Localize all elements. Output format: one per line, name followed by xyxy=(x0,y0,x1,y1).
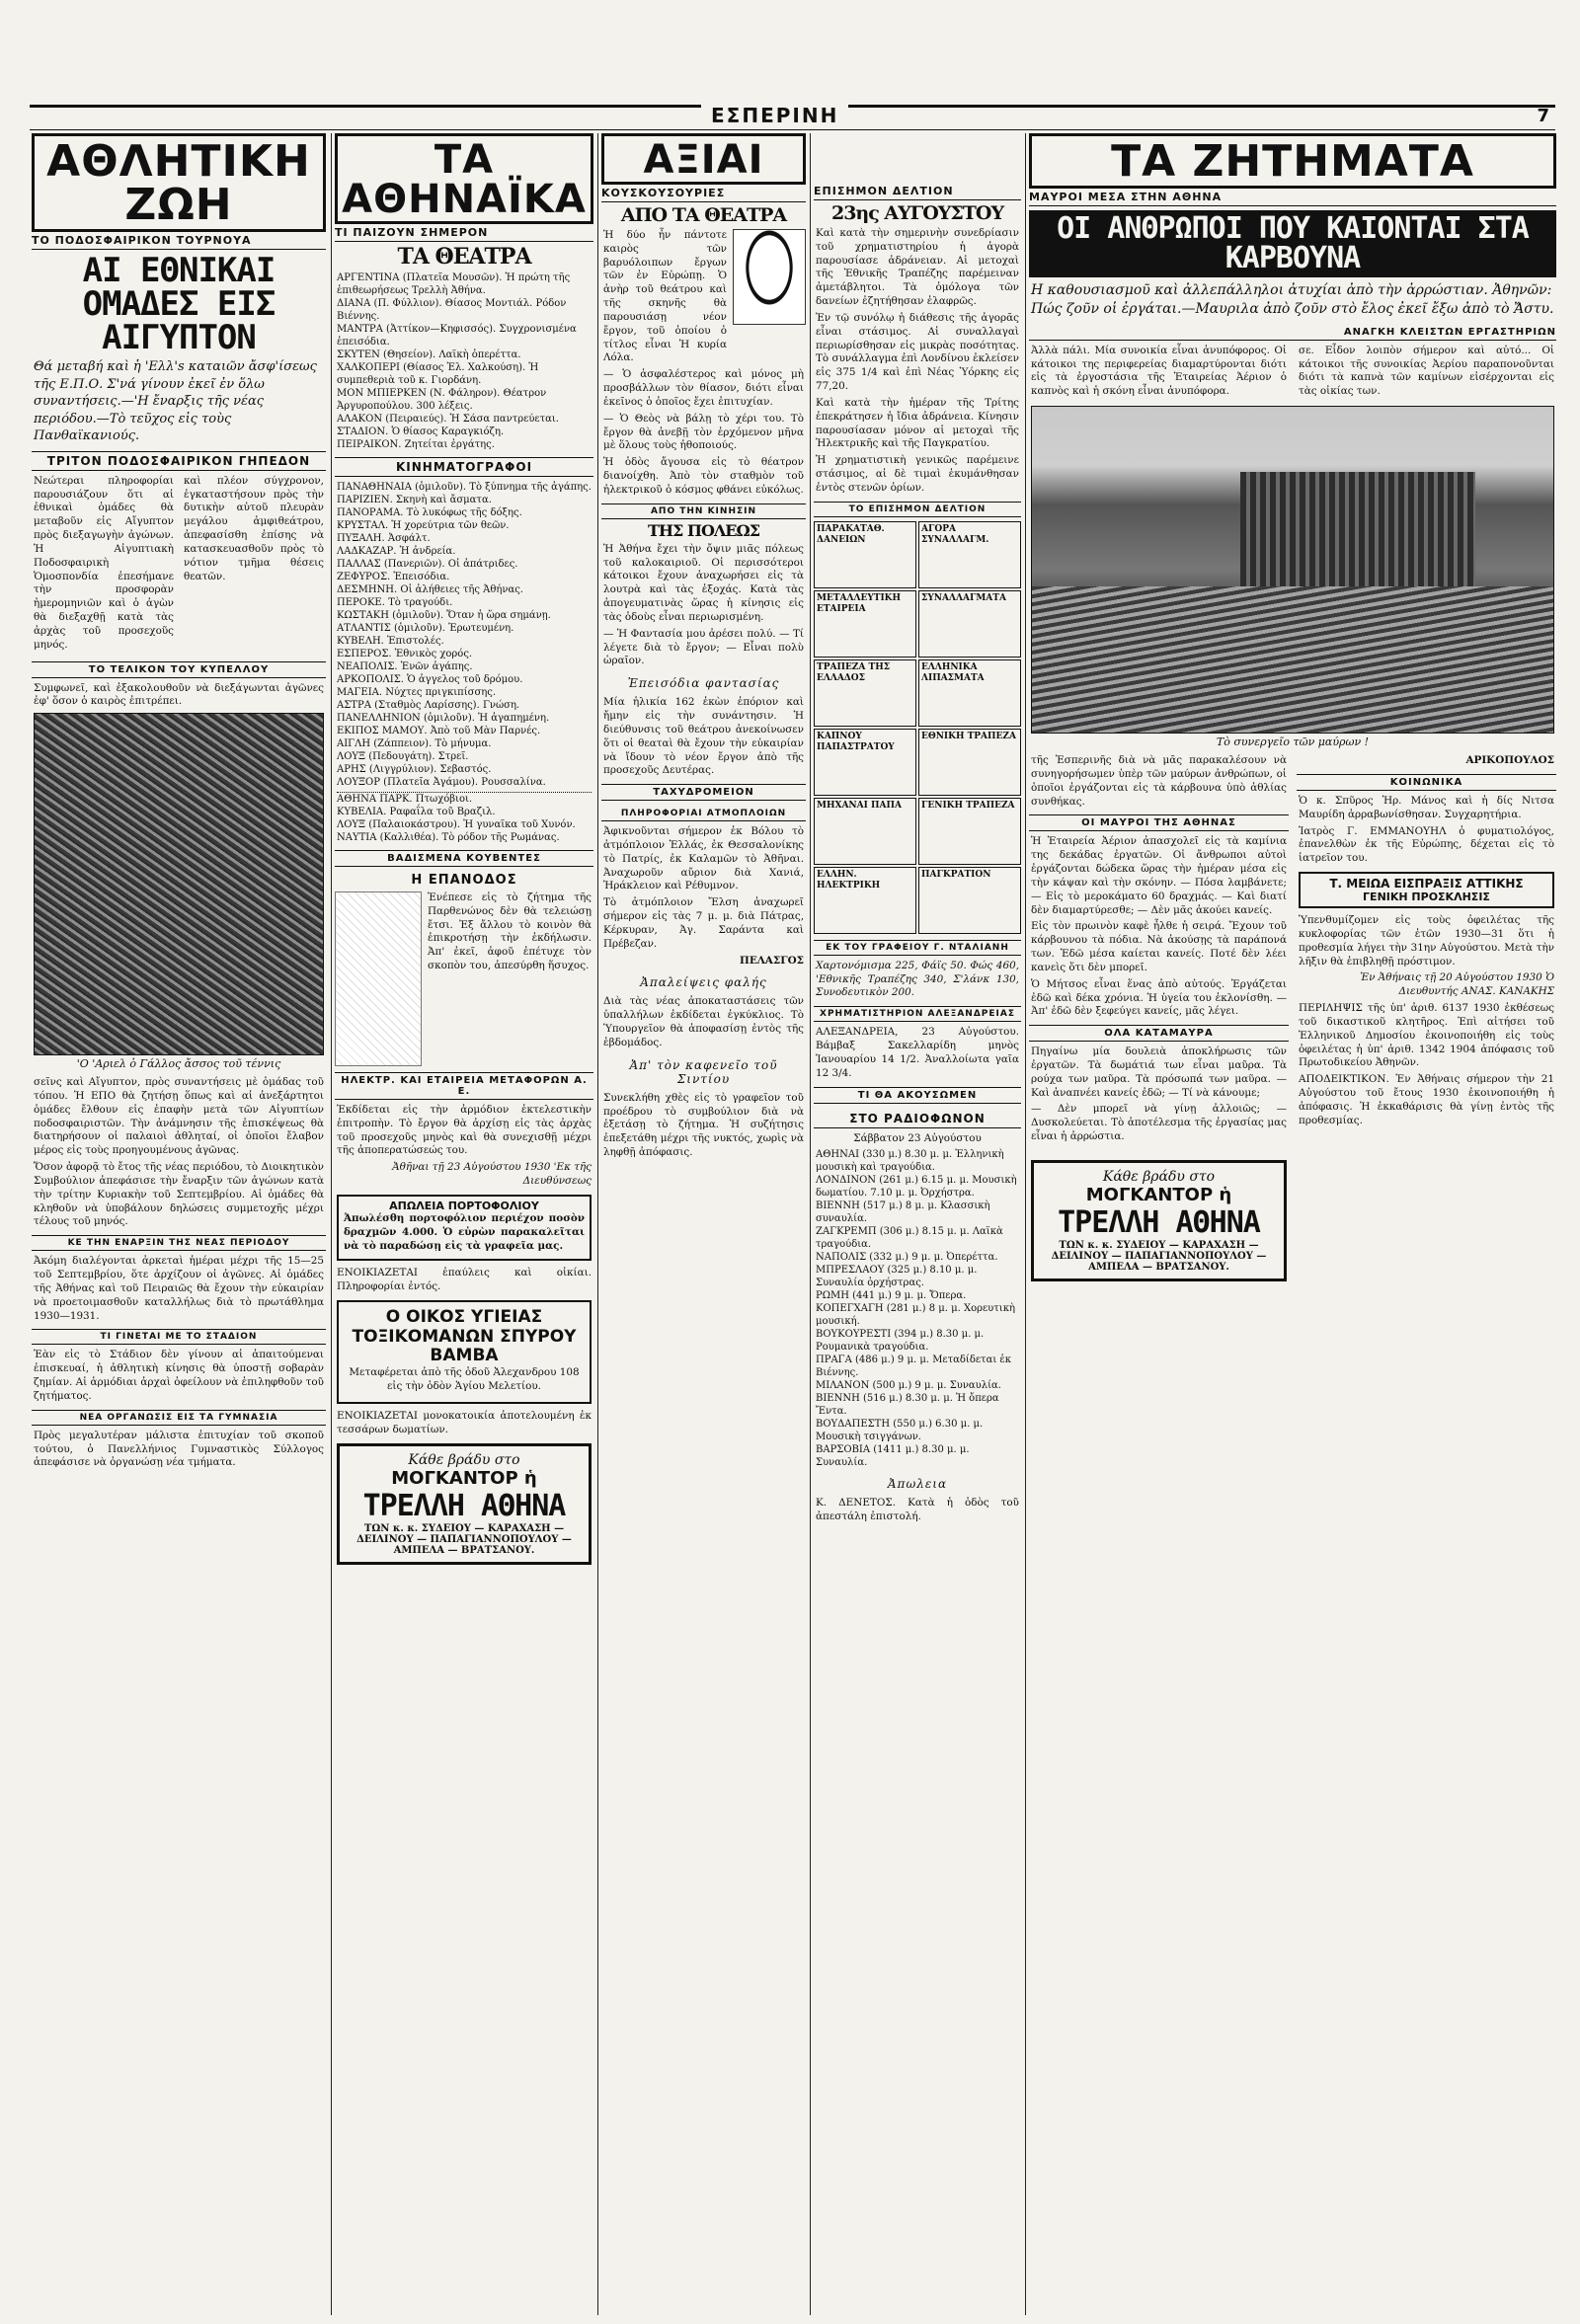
article-text: — Ἡ Φαντασία μου ἀρέσει πολύ. — Τί λέγετε διὰ τὸ ἔργον; — Εἶναι πολὺ ὡραῖον. xyxy=(603,627,804,667)
listing-item: ΑΙΓΛΗ (Ζάππειον). Τὸ μήνυμα. xyxy=(337,738,492,749)
section-title: ΕΚ ΤΟΥ ΓΡΑΦΕΙΟΥ Γ. ΝΤΑΛΙΑΝΗ xyxy=(814,940,1021,956)
listing-item: ΒΟΥΚΟΥΡΕΣΤΙ (394 μ.) 8.30 μ. μ. Ρουμανικὰ τραγούδια. xyxy=(816,1329,985,1354)
market-table xyxy=(814,867,916,934)
article-text: Ἐν τῷ συνόλῳ ἡ διάθεσις τῆς ἀγορᾶς εἶναι στάσιμος. Αἱ συναλλαγαὶ περιωρίσθησαν εἰς μικρὰς ποσότητας. Τὸ συνάλλαγμα ἐπὶ Λονδίνου ἐκλείσεν εἰς 375 1/4 καὶ ἐπὶ Νέας Ὑόρκης εἰς 77,20. xyxy=(816,311,1019,393)
article-title: 23ης ΑΥΓΟΥΣΤΟΥ xyxy=(830,202,1004,224)
ad-text: Μεταφέρεται ἀπὸ τῆς ὁδοῦ Ἀλεχανδρου 108 εἰς τὴν ὁδὸν Ἁγίου Μελετίου. xyxy=(349,1365,580,1392)
section-header-athenian: ΤΑ ΑΘΗΝΑΪΚΑ xyxy=(335,133,593,224)
listing-item: ΑΡΚΟΠΟΛΙΣ. Ὁ ἀγγελος τοῦ δρόμου. xyxy=(337,674,523,685)
article-text: Ἀλλὰ πάλι. Μία συνοικία εἶναι ἀνυπόφορος. Οἱ κάτοικοι της περιφερείας διαμαρτύρονται διότι εἰς τὰ ἐργοστάσια τῆς Ἑταιρείας Ἀέριον ὁ καπνὸς καὶ ἡ σκόνη εἶναι ἀνυπόφορα. xyxy=(1031,344,1287,398)
listing-item: ΑΡΗΣ (Λιγγρύλιον). Σεβαστός. xyxy=(337,764,492,775)
show-ad-theatre: ΜΟΓΚΑΝΤΟΡ ἡ xyxy=(391,1468,537,1490)
market-table-title: ΓΕΝΙΚΗ ΤΡΑΠΕΖΑ xyxy=(921,800,1015,811)
listing-item: ΛΑΔΚΑΖΑΡ. Ἡ ἀνδρεία. xyxy=(337,546,456,557)
market-table-title: ΕΘΝΙΚΗ ΤΡΑΠΕΖΑ xyxy=(921,731,1016,741)
listing-item: ΠΡΑΓΑ (486 μ.) 9 μ. μ. Μεταδίδεται ἐκ Βιέννης. xyxy=(816,1355,1012,1379)
tennis-player-photo xyxy=(34,713,324,1055)
article-text: σεῖνς καὶ Αἴγυπτον, πρὸς συναντήσεις μὲ ὁμάδας τοῦ τόπου. Ἡ ΕΠΟ θὰ ζητήσῃ ὅπως καὶ αἱ ἀνεξάρτητοι ὁμάδες ἔλθουν εἰς ἐπαφὴν μετὰ τῶν Αἰγυπτίων ποδοσφαιριστῶν. Τὴν ἀνάμνησιν τῆς ἐπισκέψεως θὰ διατηρήσουν οἱ παλαιοὶ ἀθληταί, οἱ ὁποῖοι ἔλαβον μέρος εἰς τοὺς προηγουμένους ἀγῶνας. xyxy=(34,1076,324,1157)
section-title: ΑΠΟ ΤΗΝ ΚΙΝΗΣΙΝ xyxy=(601,504,806,519)
listing-item: ΠΥΞΑΛΗ. Ἀσφάλτ. xyxy=(337,533,431,544)
market-table-title: ΣΥΝΑΛΛΑΓΜΑΤΑ xyxy=(921,592,1006,603)
ad-signature: Ἀθῆναι τῇ 23 Αὐγούστου 1930 'Εκ τῆς Διευθύνσεως xyxy=(392,1161,592,1188)
article-text: Ἐνέπεσε εἰς τὸ ζήτημα τῆς Παρθενώνος δὲν θὰ τελειώσῃ ἔτσι. Ἐξ ἄλλου τὸ κοινὸν θὰ ἐπικροτήσῃ τὴν ἐκδήλωσιν. Ἀπ' ἐκεῖ, ἀφοῦ ἐπέτυχε τὸν σκοπὸν του, ἀπεσύρθη ἥσυχος. xyxy=(428,891,592,972)
market-table xyxy=(918,659,1021,727)
headline: ΟΙ ΑΝΘΡΩΠΟΙ ΠΟΥ ΚΑΙΟΝΤΑΙ ΣΤΑ ΚΑΡΒΟΥΝΑ xyxy=(1029,210,1556,277)
section-title: ΤΙ ΓΙΝΕΤΑΙ ΜΕ ΤΟ ΣΤΑΔΙΟΝ xyxy=(32,1329,326,1345)
listing-item: ΚΡΥΣΤΑΛ. Ἡ χορεύτρια τῶν θεῶν. xyxy=(337,520,510,531)
signature: ΠΕΛΑΣΓΟΣ xyxy=(740,954,804,967)
listing-item: ΛΟΝΔΙΝΟΝ (261 μ.) 6.15 μ. μ. Μουσικὴ δωματίου. 7.10 μ. μ. Ὀρχήστρα. xyxy=(816,1175,1017,1200)
article-text: Ὁ Μήτσος εἶναι ἕνας ἀπὸ αὐτούς. Ἐργάζεται ἐδῶ καὶ δέκα χρόνια. Ἡ ὑγεία του ἐκλονίσθη. — Ἀπ' ἐδῶ δὲν ξεφεύγει κανείς, μᾶς λέγει. xyxy=(1031,977,1287,1018)
section-title: ΝΕΑ ΟΡΓΑΝΩΣΙΣ ΕΙΣ ΤΑ ΓΥΜΝΑΣΙΑ xyxy=(32,1410,326,1426)
listing-item: ΛΟΥΞ (Πεδουγάτη). Στρεῖ. xyxy=(337,751,469,762)
article-text: ΑΠΟΔΕΙΚΤΙΚΟΝ. Ἐν Ἀθήναις σήμερον τὴν 21 Αὐγούστου τοῦ ἔτους 1930 ἐκοινοποιήθη ἡ ἀπόφασις. Ἡ ἐκκαθάρισις θὰ γίνῃ ἐντὸς τῆς προθεσμίας. xyxy=(1299,1073,1554,1126)
newspaper-name: ΕΣΠΕΡΙΝΗ xyxy=(701,104,848,127)
listing-item: ΠΕΡΟΚΕ. Τὸ τραγούδι. xyxy=(337,597,453,608)
section-title: ΤΗΣ ΠΟΛΕΩΣ xyxy=(647,520,760,540)
article-text: Ἡ χρηματιστικὴ γενικῶς παρέμεινε στάσιμος, αἱ δὲ τιμαὶ ἐκυμάνθησαν ἐντὸς στενῶν ὁρίων. xyxy=(816,454,1019,494)
theatres-title: ΤΑ ΘΕΑΤΡΑ xyxy=(397,244,531,270)
listing-item: ΒΑΡΣΟΒΙΑ (1411 μ.) 8.30 μ. μ. Συναυλία. xyxy=(816,1444,970,1469)
listing-item: ΒΙΕΝΝΗ (516 μ.) 8.30 μ. μ. Ἡ ὄπερα Ἔντα. xyxy=(816,1393,999,1418)
article-title: Η ΕΠΑΝΟΔΟΣ xyxy=(411,873,517,888)
listing-item: ΝΑΥΤΙΑ (Καλλιθέα). Τὸ ρόδον τῆς Ρωμάνας. xyxy=(337,832,560,843)
section-title: Ἀπ' τὸν καφενεῖο τοῦ Σιντίου xyxy=(629,1057,778,1086)
article-text: Εἰς τὸν πρωινὸν καφὲ ἦλθε ἡ σειρά. Ἔχουν τοῦ κάρβουνου τὰ πόδια. Νὰ ἀκούσῃς τὰ παράπονά των. Ἐδῶ μέσα καίεται κανείς. Ποτέ δὲν λέει κανεὶς ὅτι δὲν μπορεῖ. xyxy=(1031,920,1287,973)
listing-item: ΑΛΑΚΟΝ (Πειραιεύς). Ἡ Σάσα παντρεύεται. xyxy=(337,414,559,425)
column-rule xyxy=(597,133,598,2315)
listing-item: ΠΑΡΙΖΙΕΝ. Σκηνὴ καὶ ἄσματα. xyxy=(337,495,492,505)
market-table-title: ΜΕΤΑΛΛΕΥΤΙΚΗ ΕΤΑΙΡΕΙΑ xyxy=(817,592,901,614)
section-header-axiai: ΑΞΙΑΙ xyxy=(601,133,806,185)
listing-item: ΔΙΑΝΑ (Π. Φύλλιον). Θίασος Μοντιάλ. Ρόδον Βιέννης. xyxy=(337,298,567,322)
listing-item: ΜΟΝ ΜΠΙΕΡΚΕΝ (Ν. Φάληρον). Θέατρον Ἀργυροπούλου. 300 λέξεις. xyxy=(337,388,547,412)
article-text: Ἡ ὁδὸς ἄγουσα εἰς τὸ θέατρον διανοίχθη. Ἀπὸ τὸν σταθμὸν τοῦ ἠλεκτρικοῦ ὁ κόσμος φθάνει εὐκόλως. xyxy=(603,456,804,496)
market-table xyxy=(814,798,916,865)
article-text: Ἰατρὸς Γ. ΕΜΜΑΝΟΥΗΛ ὁ φυματιολόγος, ἐπανελθὼν ἐκ τῆς Εὐρώπης, δέχεται εἰς τὸ ἰατρεῖον του. xyxy=(1299,824,1554,865)
listing-item: ΠΑΝΕΛΛΗΝΙΟΝ (ὁμιλοῦν). Ἡ ἀγαπημένη. xyxy=(337,713,550,724)
article-text: Ἡ Ἑταιρεία Ἀέριον ἀπασχολεῖ εἰς τὰ καμίνια της δεκάδας ἐργατῶν. Οἱ ἄνθρωποι αὐτοὶ ἐργάζονται δώδεκα ὥρας τὴν ἡμέραν μέσα εἰς τὴν κάψαν καὶ τὴν σκόνην. — Πόσα λαμβάνετε; — Εἰς τὸ μεροκάματο 60 δραχμάς. — Καὶ διατί δὲν διαμαρτύρεσθε; — Δὲν μᾶς ἀκούει κανείς. xyxy=(1031,835,1287,916)
article-text: καὶ πλέον σύγχρονον, ἐγκαταστήσουν πρὸς τὴν δυτικὴν αὐτοῦ πλευρὰν μεγάλου ἀμφιθεάτρου, ἀπεφασίσθη ἐπίσης νὰ κατασκευασθοῦν πρὸς τὸ νότιον τμῆμα θέσεις θεατῶν. xyxy=(184,474,324,582)
article-text: Τὸ ἀτμόπλοιον Ἔλση ἀναχωρεῖ σήμερον εἰς τὰς 7 μ. μ. διὰ Πάτρας, Κέρκυραν, Ἀγ. Σαράντα καὶ Πρέβεζαν. xyxy=(603,896,804,950)
column-rule xyxy=(331,133,332,2315)
show-ad-theatre: ΜΟΓΚΑΝΤΟΡ ἡ xyxy=(1085,1184,1232,1205)
classified-ad: ΕΝΟΙΚΙΑΖΕΤΑΙ ἐπαύλεις καὶ οἰκίαι. Πληροφορίαι ἐντός. xyxy=(337,1267,592,1293)
cinema-listing xyxy=(337,481,592,844)
section-title: ΤΟ ΤΕΛΙΚΟΝ ΤΟΥ ΚΥΠΕΛΛΟΥ xyxy=(32,661,326,678)
listing-item: ΑΡΓΕΝΤΙΝΑ (Πλατεῖα Μουσῶν). Ἡ πρώτη τῆς ἐπιθεωρήσεως Τρελλὴ Ἀθήνα. xyxy=(337,272,571,296)
article-text: Καὶ κατὰ τὴν σημερινὴν συνεδρίασιν τοῦ χρηματιστηρίου ἡ ἀγορὰ παρουσίασε ἀδράνειαν. Αἱ μετοχαὶ τῆς Ἐθνικῆς Τραπέζης παρέμειναν ἀμετάβλητοι. Τὰ ὁμόλογα τῶν δανείων ἐζητήθησαν ἐλαφρῶς. xyxy=(816,227,1019,308)
column-axiai xyxy=(601,133,806,2310)
photo-caption: Τὸ συνεργεῖο τῶν μαύρων ! xyxy=(1216,736,1370,749)
ad-text: Ἀπωλέσθη πορτοφόλιον περιέχον ποσὸν δραχμῶν 4.000. Ὁ εὑρὼν παρακαλεῖται νὰ τὸ παραδώσῃ εἰς τὰ γραφεῖα μας. xyxy=(344,1211,585,1252)
listing-item: ΑΘΗΝΑ ΠΑΡΚ. Πτωχόβιοι. xyxy=(337,794,473,805)
market-table xyxy=(918,521,1021,588)
column-issues xyxy=(1029,133,1556,2310)
listing-item: ΖΑΓΚΡΕΜΠ (306 μ.) 8.15 μ. μ. Λαϊκὰ τραγούδια. xyxy=(816,1226,1003,1251)
article-text: Χαρτονόμισμα 225, Φάϊς 50. Φώς 460, 'Εθνικῆς Τραπέζης 340, Σ'λάνκ 130, Συνοδευτικὸν 200. xyxy=(816,959,1019,999)
article-text: Ἀκόμη διαλέγονται ἀρκεταὶ ἡμέραι μέχρι τῆς 15—25 τοῦ Σεπτεμβρίου, ὅτε ἀρχίζουν οἱ ἀγῶνες. Αἱ ὁμάδες τῆς Ἀθήνας καὶ τοῦ Πειραιῶς θὰ ἔχουν τὴν εὐκαιρίαν νὰ προετοιμασθοῦν καταλλήλως διὰ τὸ πρωτάθλημα 1930—1931. xyxy=(34,1255,324,1322)
market-table xyxy=(918,729,1021,796)
listing-item: ΚΥΒΕΛΗ. Ἐπιστολές. xyxy=(337,636,444,647)
article-text: Ἡ δύο ἦν πάντοτε καιρὸς τῶν βαρυόλοιπων ἔργων τῶν ἐν Εὐρώπῃ. Ὁ ἀνὴρ τοῦ θεάτρου καὶ τῆς σκηνῆς θὰ παρουσιάσῃ νέον ἔργον, τοῦ ὁποίου ὁ τίτλος εἶναι Ἡ κυρία Λόλα. xyxy=(603,229,727,364)
article-text: — Ὁ ἀσφαλέστερος καὶ μόνος μὴ προσβάλλων τὸν θίασον, διότι εἶναι ἐκεῖνος ὁ ὁποῖος ἔχει ἐπιτυχίαν. xyxy=(603,368,804,408)
market-table xyxy=(918,867,1021,934)
listing-item: ΠΑΝΑΘΗΝΑΙΑ (ὁμιλοῦν). Τὸ ξύπνημα τῆς ἀγάπης. xyxy=(337,482,592,493)
listing-item: ΠΑΝΟΡΑΜΑ. Τὸ λυκόφως τῆς δόξης. xyxy=(337,507,522,518)
kicker: ΕΠΙΣΗΜΟΝ ΔΕΛΤΙΟΝ xyxy=(814,183,1021,200)
listing-item: ΕΣΠΕΡΟΣ. Ἐθνικὸς χορός. xyxy=(337,649,473,659)
section-title: ΤΟ ΕΠΙΣΗΜΟΝ ΔΕΛΤΙΟΝ xyxy=(814,502,1021,517)
article-text: τῆς Ἐσπερινῆς διὰ νὰ μᾶς παρακαλέσουν νὰ συνηγορήσωμεν ὑπὲρ τῶν μαύρων ἀνθρώπων, οἱ ὁποῖοι ἐργάζονται εἰς τὰ κάρβουνα ὑπὸ ἀθλίας συνθήκας. xyxy=(1031,754,1287,808)
article-text: Ἡ Ἀθήνα ἔχει τὴν ὄψιν μιᾶς πόλεως τοῦ καλοκαιριοῦ. Οἱ περισσότεροι κάτοικοι ἔχουν ἀναχωρήσει εἰς τὰ λουτρὰ καὶ τὰς ἐξοχάς. Κατὰ τὰς ἀπογευματινὰς ὥρας ἡ κίνησις εἰς τὰς ὁδοὺς εἶναι περιωρισμένη. xyxy=(603,542,804,623)
radio-date: Σάββατον 23 Αὐγούστου xyxy=(853,1131,982,1144)
market-table xyxy=(814,659,916,727)
section-title: Ἀπωλεια xyxy=(887,1477,948,1492)
listing-item: ΒΟΥΔΑΠΕΣΤΗ (550 μ.) 6.30 μ. μ. Μουσικὴ τσιγγάνων. xyxy=(816,1419,984,1443)
market-tables xyxy=(814,521,1021,934)
market-table-title: ΕΛΛΗΝΙΚΑ ΛΙΠΑΣΜΑΤΑ xyxy=(921,661,985,683)
market-table-title: ΜΗΧΑΝΑΙ ΠΑΠΑ xyxy=(817,800,902,811)
ad-title: ΗΛΕΚΤΡ. ΚΑΙ ΕΤΑΙΡΕΙΑ ΜΕΤΑΦΟΡΩΝ Α. Ε. xyxy=(335,1072,593,1100)
market-table xyxy=(814,590,916,658)
cartoon-sketch xyxy=(335,891,422,1066)
show-ad xyxy=(1031,1160,1287,1281)
ad-title: Ο ΟΙΚΟΣ ΥΓΙΕΙΑΣ ΤΟΞΙΚΟΜΑΝΩΝ ΣΠΥΡΟΥ ΒΑΜΒΑ xyxy=(352,1307,577,1366)
article-text: — Δὲν μπορεῖ νὰ γίνῃ ἀλλοιῶς; — Δυσκολεύεται. Τὸ ἀποτέλεσμα τῆς ἐργασίας μας εἶναι ἡ ἀρρώστια. xyxy=(1031,1103,1287,1143)
page-number: 7 xyxy=(1537,106,1549,126)
listing-item: ΠΕΙΡΑΙΚΟΝ. Ζητείται ἐργάτης. xyxy=(337,439,495,450)
listing-item: ΑΤΛΑΝΤΙΣ (ὁμιλοῦν). Ἐρωτευμένη. xyxy=(337,623,514,634)
show-ad xyxy=(337,1443,592,1565)
section-title: ΤΑΧΥΔΡΟΜΕΙΟΝ xyxy=(601,784,806,801)
coal-workers-photo xyxy=(1031,406,1554,734)
article-text: Συνεκλήθη χθὲς εἰς τὸ γραφεῖον τοῦ προέδρου τὸ συμβούλιον διὰ νὰ ἐξετάσῃ τὸ ζήτημα. Ἡ συζήτησις ἐπεξετάθη μέχρι τῆς νυκτός, χωρὶς νὰ ληφθῇ ἀπόφασις. xyxy=(603,1091,804,1159)
listing-item: ΣΚΥΤΕΝ (Θησείον). Λαϊκὴ ὀπερέττα. xyxy=(337,349,521,360)
listing-item: ΚΩΣΤΑΚΗ (ὁμιλοῦν). Ὅταν ἡ ὥρα σημάνῃ. xyxy=(337,610,551,621)
section-title: ΠΛΗΡΟΦΟΡΙΑΙ ΑΤΜΟΠΛΟΙΩΝ xyxy=(601,807,806,821)
subheadline: Η καθουσιασμοῦ καὶ ἀλλεπάλληλοι ἀτυχίαι ἀπὸ τὴν ἀρρώστιαν. Ἀθηνῶν: Πώς ζοῦν οἱ ἐργάται.—Μαυριλα ἀπὸ ζοῦν στὸ ἔλος ἐκεῖ ἔξω ἀπὸ τὸ Ἄστυ. xyxy=(1031,282,1554,317)
section-title: Τ. ΜΕΙΩΑ ΕΙΣΠΡΑΞΙΣ ΑΤΤΙΚΗΣ xyxy=(1329,877,1524,891)
listing-item: ΜΑΝΤΡΑ (Ἀττίκον—Κηφισσός). Συγχρονισμένα ἐπεισόδια. xyxy=(337,324,577,348)
article-text: Ἀφικνοῦνται σήμερον ἐκ Βόλου τὸ ἀτμόπλοιον Ἑλλάς, ἐκ Θεσσαλονίκης τὸ Πατρίς, ἐκ Καλαμῶν τὸ Ἀθῆναι. Ἀναχωροῦν αὔριον διὰ Χανιά, Ἡράκλειον καὶ Ρέθυμνον. xyxy=(603,825,804,892)
lost-wallet-ad xyxy=(337,1195,592,1261)
clinic-ad xyxy=(337,1300,592,1404)
radio-listing xyxy=(816,1148,1019,1469)
section-title: Ἐπεισόδια φαντασίας xyxy=(627,676,780,691)
section-title: ΚΙΝΗΜΑΤΟΓΡΑΦΟΙ xyxy=(335,457,593,477)
listing-item: ΕΚΙΠΟΣ ΜΑΜΟΥ. Ἀπὸ τοῦ Μὰν Παρνές. xyxy=(337,726,541,736)
market-table-title: ΤΡΑΠΕΖΑ ΤΗΣ ΕΛΛΑΔΟΣ xyxy=(817,661,891,683)
theatre-listing xyxy=(337,271,592,451)
ad-text: Ἐκδίδεται εἰς τὴν ἀρμόδιον ἐκτελεστικὴν ἐπιτροπὴν. Τὸ ἔργον θὰ ἀρχίσῃ εἰς τὰς ἀρχὰς τοῦ προσεχοῦς μηνὸς καὶ θὰ συνεχισθῇ μέχρι τῆς ἀποπερατώσεώς του. xyxy=(337,1104,592,1157)
listing-item: ΜΠΡΕΣΛΑΟΥ (325 μ.) 8.10 μ. μ. Συναυλία ὀρχήστρας. xyxy=(816,1265,978,1289)
section-title: ΤΙ ΘΑ ΑΚΟΥΣΩΜΕΝ xyxy=(814,1087,1021,1104)
masthead xyxy=(30,105,1555,130)
subheadline: Θά μεταβή καὶ ἡ 'Ελλ's καταιῶν ἄσφ'ίσεως τῆς Ε.Π.Ο. Σ'νά γίνουν ἐκεῖ ἐν ὅλω συναντήσεις.—'Η ἔναρξις τῆς νέας περιόδου.—Τὸ τεῦχος εἰς τοὺς Πανθαϊκανιούς. xyxy=(34,359,317,444)
article-text: Ὅσον ἀφορᾷ τὸ ἔτος τῆς νέας περιόδου, τὸ Διοικητικὸν Συμβούλιον ἀπεφάσισε τὴν ἔναρξιν τῶν ἀγώνων κατὰ τὴν τρίτην Κυριακὴν τοῦ Σεπτεμβρίου. Αἱ ὁμάδες θὰ κληθοῦν νὰ ὑποβάλουν δηλώσεις συμμετοχῆς μέχρι τέλους τοῦ μηνός. xyxy=(34,1161,324,1228)
section-title: Ἀπαλείψεις φαλής xyxy=(640,975,767,990)
market-table xyxy=(814,521,916,588)
market-table-title: ΚΑΠΝΟΥ ΠΑΠΑΣΤΡΑΤΟΥ xyxy=(817,731,895,752)
article-text: Κ. ΔΕΝΕΤΟΣ. Κατὰ ἡ ὁδὸς τοῦ ἀπεστάλη ἐπιστολή. xyxy=(816,1497,1019,1523)
article-text: Πηγαίνω μία δουλειὰ ἀποκλήρωσις τῶν ἐργατῶν. Τὰ δωμάτιά των εἶναι μαῦρα. Τὰ ρούχα των μαῦρα. Τὰ πρόσωπά των μαῦρα. — Καὶ ἀναπνέει κανείς ἐδῶ; — Τί νὰ κάνουμε; xyxy=(1031,1046,1287,1099)
section-title: ΚΟΙΝΩΝΙΚΑ xyxy=(1297,774,1556,791)
article-text: — Ὁ Θεὸς νὰ βάλῃ τὸ χέρι του. Τὸ ἔργον θὰ ἀνεβῇ τὸν ἐρχόμενον μῆνα μὲ ὅλους τοὺς ἠθοποιούς. xyxy=(603,412,804,452)
show-ad-nightly: Κάθε βράδυ στο xyxy=(1102,1168,1216,1185)
classified-ad: ΕΝΟΙΚΙΑΖΕΤΑΙ μονοκατοικία ἀποτελουμένη ἐκ τεσσάρων δωματίων. xyxy=(337,1410,592,1436)
column-sports xyxy=(32,133,326,2310)
article-text: Ὑπενθυμίζομεν εἰς τοὺς ὀφειλέτας τῆς κυκλοφορίας τῶν ἐτῶν 1930—31 ὅτι ἡ προθεσμία λήγει τὴν 31ην Αὐγούστου. Μετὰ τὴν λῆξιν θὰ ἐπιβληθῇ πρόστιμον. xyxy=(1299,914,1554,968)
section-title: ΟΙ ΜΑΥΡΟΙ ΤΗΣ ΑΘΗΝΑΣ xyxy=(1029,814,1289,831)
section-title: ΒΑΔΙΣΜΕΝΑ ΚΟΥΒΕΝΤΕΣ xyxy=(335,850,593,867)
listing-item: ΝΕΑΠΟΛΙΣ. Ἑνῶν ἀγάπης. xyxy=(337,661,473,672)
market-table xyxy=(918,798,1021,865)
listing-item: ΛΟΥΞ (Παλαιοκάστρου). Ἡ γυναῖκα τοῦ Χυνόν. xyxy=(337,819,576,830)
article-text: Συμφωνεῖ, καὶ ἐξακολουθοῦν νὰ διεξάγωνται ἀγῶνες ἐφ' ὅσον ὁ καιρὸς ἐπιτρέπει. xyxy=(34,681,324,708)
market-table-title: ΕΛΛΗΝ. ΗΛΕΚΤΡΙΚΗ xyxy=(817,869,881,891)
article-text: Ἐὰν εἰς τὸ Στάδιον δὲν γίνουν αἱ ἀπαιτούμεναι ἐπισκευαί, ἡ ἀθλητικὴ κίνησις θὰ ὑποστῇ σοβαρὰν ζημίαν. Αἱ ἁρμόδιαι ἀρχαὶ ὀφείλουν νὰ ἐπιληφθοῦν τοῦ ζητήματος. xyxy=(34,1349,324,1402)
kicker: ΚΟΥΣΚΟΥΣΟΥΡΙΕΣ xyxy=(601,185,806,202)
column-athenian xyxy=(335,133,593,2310)
market-table-title: ΑΓΟΡΑ ΣΥΝΑΛΛΑΓΜ. xyxy=(921,523,989,545)
section-title: ΚΕ ΤΗΝ ΕΝΑΡΞΙΝ ΤΗΣ ΝΕΑΣ ΠΕΡΙΟΔΟΥ xyxy=(32,1235,326,1251)
listing-item: ΡΩΜΗ (441 μ.) 9 μ. μ. Ὄπερα. xyxy=(816,1290,967,1302)
article-text: Πρὸς μεγαλυτέραν μάλιστα ἐπιτυχίαν τοῦ σκοποῦ τούτου, ὁ Πανελλήνιος Γυμναστικὸς Σύλλογος ἀπεφάσισε νὰ ὀργανώσῃ νέα τμήματα. xyxy=(34,1429,324,1469)
column-rule xyxy=(1025,133,1026,2315)
section-header-issues: ΤΑ ΖΗΤΗΜΑΤΑ xyxy=(1029,133,1556,189)
article-text: Καὶ κατὰ τὴν ἡμέραν τῆς Τρίτης ἐπεκράτησεν ἡ ἴδια ἀδράνεια. Κίνησιν παρουσίασαν μόνον αἱ μετοχαὶ τῆς Ἠλεκτρικῆς καὶ τῆς Παγκρατίου. xyxy=(816,396,1019,450)
market-table-title: ΠΑΡΑΚΑΤΑΘ. ΔΑΝΕΙΩΝ xyxy=(817,523,885,545)
listing-item: ΜΑΓΕΙΑ. Νύχτες πριγκιπίσσης. xyxy=(337,687,497,698)
column-bulletin xyxy=(814,133,1021,2310)
listing-item: ΠΑΛΛΑΣ (Πανεριῶν). Οἱ ἀπάτριδες. xyxy=(337,559,518,570)
show-ad-nightly: Κάθε βράδυ στο xyxy=(408,1452,520,1469)
market-table xyxy=(814,729,916,796)
ad-title: ΑΠΩΛΕΙΑ ΠΟΡΤΟΦΟΛΙΟΥ xyxy=(389,1199,539,1212)
listing-item: ΖΕΦΥΡΟΣ. Ἐπεισόδια. xyxy=(337,572,450,582)
article-text: σε. Εἶδον λοιπὸν σήμερον καὶ αὐτό... Οἱ κάτοικοι τῆς συνοικίας Ἀερίου παραπονοῦνται διότι τὰ καπνὰ τῶν καμίνων εἰσέρχονται εἰς τὰς οἰκίας των. xyxy=(1299,344,1554,398)
kicker: ΤΙ ΠΑΙΖΟΥΝ ΣΗΜΕΡΟΝ xyxy=(335,224,593,242)
tax-notice-box xyxy=(1299,872,1554,908)
listing-item: ΚΟΠΕΓΧΑΓΗ (281 μ.) 8 μ. μ. Χορευτικὴ μουσική. xyxy=(816,1303,1015,1328)
signature: Ἐν Ἀθήναις τῇ 20 Αὐγούστου 1930 Ὁ Διευθυντής ΑΝΑΣ. ΚΑΝΑΚΗΣ xyxy=(1360,971,1554,998)
kicker: ΤΟ ΠΟΔΟΣΦΑΙΡΙΚΟΝ ΤΟΥΡΝΟΥΑ xyxy=(32,232,326,250)
show-ad-credits: ΤΩΝ κ. κ. ΣΥΔΕΙΟΥ — ΚΑΡΑΧΑΣΗ — ΔΕΙΛΙΝΟΥ — ΠΑΠΑΓΙΑΝΝΟΠΟΥΛΟΥ — ΑΜΠΕΛΑ — ΒΡΑΤΣΑΝΟΥ. xyxy=(1051,1239,1267,1273)
section-title: ΓΕΝΙΚΗ ΠΡΟΣΚΛΗΣΙΣ xyxy=(1363,891,1490,904)
show-ad-title: ΤΡΕΛΛΗ ΑΘΗΝΑ xyxy=(1058,1204,1260,1240)
listing-item: ΑΘΗΝΑΙ (330 μ.) 8.30 μ. μ. Ἑλληνικὴ μουσικὴ καὶ τραγούδια. xyxy=(816,1149,1004,1174)
photo-caption: 'Ο 'Αριελ ὁ Γάλλος ἄσσος τοῦ τέννις xyxy=(76,1057,281,1071)
listing-item: ΚΥΒΕΛΙΑ. Ραφαΐλα τοῦ Βραζιλ. xyxy=(337,807,496,817)
section-title: ΤΡΙΤΟΝ ΠΟΔΟΣΦΑΙΡΙΚΟΝ ΓΗΠΕΔΟΝ xyxy=(32,451,326,471)
article-text: Μία ἡλικία 162 ἐκὼν ἐπόριον καὶ ἤμην εἰς τὴν συνάντησιν. Ἡ διεύθυνσις τοῦ θεάτρου ἀνεκοίνωσεν ὅτι οἱ θεαταὶ θὰ ἔχουν τὴν εὐκαιρίαν νὰ ἴδουν τὸ νέον ἔργον ἀπὸ τῆς προσεχοῦς Δευτέρας. xyxy=(603,696,804,777)
section-title: ΧΡΗΜΑΤΙΣΤΗΡΙΟΝ ΑΛΕΞΑΝΔΡΕΙΑΣ xyxy=(814,1006,1021,1022)
article-text: Διὰ τὰς νέας ἀποκαταστάσεις τῶν ὑπαλλήλων ἐκδίδεται ἐγκύκλιος. Τὸ Ὑπουργεῖον θὰ ἀποφασίσῃ ἐντὸς τῆς ἑβδομάδος. xyxy=(603,995,804,1048)
article-text: Ὁ κ. Σπῦρος Ἠρ. Μάνος καὶ ἡ δίς Νιτσα Μαυρίδη ἀρραβωνίσθησαν. Συγχαρητήρια. xyxy=(1299,794,1554,820)
show-ad-credits: ΤΩΝ κ. κ. ΣΥΔΕΙΟΥ — ΚΑΡΑΧΑΣΗ — ΔΕΙΛΙΝΟΥ — ΠΑΠΑΓΙΑΝΝΟΠΟΥΛΟΥ — ΑΜΠΕΛΑ — ΒΡΑΤΣΑΝΟΥ. xyxy=(356,1523,572,1557)
section-title: ΟΛΑ ΚΑΤΑΜΑΥΡΑ xyxy=(1029,1025,1289,1042)
listing-item: ΧΑΛΚΟΠΕΡΙ (Θίασος Ἐλ. Χαλκούση). Ἡ συμπεθεριὰ τοῦ κ. Γιορδάνη. xyxy=(337,362,539,386)
article-text: Νεώτεραι πληροφορίαι παρουσιάζουν ὅτι αἱ ἐθνικαὶ ὁμάδες θὰ μεταβοῦν εἰς Αἴγυπτον πρὸς διεξαγωγὴν ἀγώνων. Ἡ Αἰγυπτιακὴ Ποδοσφαιρικὴ Ὁμοσπονδία ἐπεσήμανε τὴν προσφορὰν ἡμερομηνιῶν καὶ ὁ ἀγὼν θὰ διεξαχθῇ κατὰ τὰς ἀρχὰς τοῦ προσεχοῦς μηνός. xyxy=(34,474,174,651)
listing-item: ΣΤΑΔΙΟΝ. Ὁ θίασος Καραγκιόζη. xyxy=(337,426,505,437)
theatre-mask-illustration xyxy=(733,229,806,325)
section-title: ΣΤΟ ΡΑΔΙΟΦΩΝΟΝ xyxy=(814,1110,1021,1128)
section-title: ΑΝΑΓΚΗ ΚΛΕΙΣΤΩΝ ΕΡΓΑΣΤΗΡΙΩΝ xyxy=(1029,325,1556,341)
listing-item: ΝΑΠΟΛΙΣ (332 μ.) 9 μ. μ. Ὀπερέττα. xyxy=(816,1252,998,1264)
listing-item: ΒΙΕΝΝΗ (517 μ.) 8 μ. μ. Κλασσικὴ συναυλία. xyxy=(816,1201,990,1225)
article-title: ΑΠΟ ΤΑ ΘΕΑΤΡΑ xyxy=(620,204,787,226)
signature: ΑΡΙΚΟΠΟΥΛΟΣ xyxy=(1465,754,1554,767)
market-table xyxy=(918,590,1021,658)
market-table-title: ΠΑΓΚΡΑΤΙΟΝ xyxy=(921,869,991,880)
listing-item: ΛΟΥΞΟΡ (Πλατεῖα Ἀγάμου). Ρουσσαλίνα. xyxy=(337,777,546,788)
column-rule xyxy=(810,133,811,2315)
article-text: ΠΕΡΙΛΗΨΙΣ τῆς ὑπ' ἀριθ. 6137 1930 ἐκθέσεως τοῦ δικαστικοῦ κλητῆρος. Ἐπὶ αἰτήσει τοῦ Ἑλληνικοῦ Δημοσίου ἐκοινοποιήθη εἰς τοὺς ὀφειλέτας ἡ ὑπ' ἀριθ. 1342 1904 ἀπόφασις τοῦ Πρωτοδικείου Ἀθηνῶν. xyxy=(1299,1002,1554,1069)
headline: ΑΙ ΕΘΝΙΚΑΙ ΟΜΑΔΕΣ ΕΙΣ ΑΙΓΥΠΤΟΝ xyxy=(82,251,276,357)
kicker: ΜΑΥΡΟΙ ΜΕΣΑ ΣΤΗΝ ΑΘΗΝΑ xyxy=(1029,189,1556,206)
listing-item: ΑΣΤΡΑ (Σταθμὸς Λαρίσσης). Γνώση. xyxy=(337,700,520,711)
article-text: ΑΛΕΞΑΝΔΡΕΙΑ, 23 Αὐγούστου. Βάμβαξ Σακελλαρίδη μηνὸς Ἰανουαρίου 14 1/2. Ἀναλλοίωτα γαῖα 12 3/4. xyxy=(816,1026,1019,1079)
section-header-sports: ΑΘΛΗΤΙΚΗ ΖΩΗ xyxy=(32,133,326,232)
listing-item: ΜΙΛΑΝΟΝ (500 μ.) 9 μ. μ. Συναυλία. xyxy=(816,1380,1001,1392)
listing-item: ΔΕΣΜΗΝΗ. Οἱ ἀλήθειες τῆς Ἀθήνας. xyxy=(337,584,523,595)
show-ad-title: ΤΡΕΛΛΗ ΑΘΗΝΑ xyxy=(362,1489,566,1524)
